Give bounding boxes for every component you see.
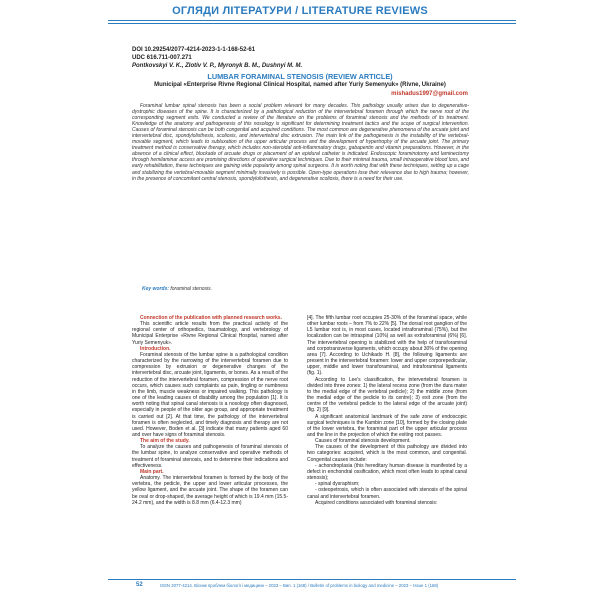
keywords-text: foraminal stenosis.	[170, 286, 213, 292]
authors: Pontkovskyi V. K., Zlotiv V. P., Myronyk B. M., Dushnyi M. M.	[132, 63, 303, 69]
subheading-causes: Causes of foraminal stenosis development.	[315, 438, 411, 445]
section-header-title: ОГЛЯДИ ЛІТЕРАТУРИ / LITERATURE REVIEWS	[172, 5, 428, 17]
affiliation: Municipal «Enterprise Rivne Regional Clinical Hospital, named after Yuriy Semenyuk» (Rivne, Ukraine)	[154, 82, 446, 88]
section-heading-connection: Connection of the publication with planned research works.	[140, 315, 282, 321]
header-rule-top	[108, 20, 516, 21]
udc: UDC 616.711-007.271	[132, 55, 192, 61]
section-heading-aim: The aim of the study.	[140, 438, 190, 445]
list-item-dysraphism: - spinal dysraphism;	[315, 481, 360, 488]
footer-citation: ISSN 2077-4214. Вісник проблем біології і медицини – 2023 – Вип. 1 (168) / Bulletin of problems in biology and medicine – 2023 – Issue 1 (168)	[160, 583, 439, 588]
paragraph-kambin-zone: A significant anatomical landmark of the safe zone of endoscopic surgical techniques is the Kambin zone [10], formed by the closing plate of the lower vertebra, the foraminal part of the upper articular process and the line in the projection of which the exiting root passes.	[307, 413, 467, 438]
list-item-achondroplasia: - achondroplasia (this hereditary human disease is manifested by a defect in enchondral ossification, which most often leads to spinal canal stenosis);	[307, 462, 467, 482]
paragraph-acquired: Acquired conditions associated with foraminal stenosis:	[315, 499, 438, 506]
header-rule-bottom	[108, 23, 516, 24]
paragraph-aim: To analyze the causes and pathogenesis of foraminal stenosis of the lumbar spine, to analyze conservative and operative methods of treatment of foraminal stenosis, and to determine their indications and effectiveness.	[132, 444, 288, 469]
paragraph-lee-classification: According to Lee's classification, the intervertebral foramen is divided into three zones: 1) the lateral recess zone (from the dura mater to the medial edge of the vertebral pedicle); 2) the middle zone (from the medial edge of the pedicle to its centre); 3) exit zone (from the centre of the vertebral pedicle to the lateral edge of the arcuate joint) (fig. 2) [9].	[307, 376, 467, 414]
footer-rule	[108, 579, 516, 580]
paragraph-causes: The causes of the development of this pathology are divided into two categories: acquired, which is the most common, and congenital. Congenital causes include:	[307, 444, 467, 463]
paragraph-foraminal-space: [4]. The fifth lumbar root occupies 25-30% of the foraminal space, while other lumbar roots – from 7% to 22% [5]. The dorsal root ganglion of the L5 lumbar root is, in most cases, located intraforaminal (75%), but the localization can be intraspinal (10%) as well as extraforaminal (6%) [6]. The intervertebral opening is stabilized with the help of transforaminal and corpotransverse ligaments, which occupy about 30% of the opening area [7]. According to Uchikado H. [8], the following ligaments are present in the intervertebral foramen: lower and upper corporepedicular, upper, middle and lower transforaminal, and intraforaminal ligaments (fig. 1).	[307, 315, 467, 377]
section-heading-introduction: Introduction.	[140, 345, 171, 352]
doi: DOI 10.29254/2077-4214-2023-1-1-168-52-61	[132, 47, 256, 53]
author-email[interactable]: mishadus1997@gmail.com	[391, 91, 468, 97]
paragraph-introduction: Foraminal stenosis of the lumbar spine is a pathological condition characterized by the narrowing of the intervertebral foramen due to compression by extrusion or degenerative changes of the intervertebral disc, arcuate joint, ligaments, or bones. As a result of the reduction of the intervertebral foramen, compression of the nerve root occurs, which causes such complaints as pain, tingling or numbness in the limb, muscle weakness or impaired walking. This pathology is one of the leading causes of disability among the population [1]. It is worth noting that spinal canal stenosis is a nosology often diagnosed, especially in people of the older age group, and appropriate treatment is carried out [2]. At that time, the pathology of the intervertebral foramen is often neglected, and timely diagnosis and therapy are not used. However, Boden et al. [3] indicate that many patients aged 60 and over have signs of foraminal stenosis.	[132, 351, 288, 438]
paragraph-anatomy: Anatomy. The intervertebral foramen is formed by the body of the vertebra, the pedicle, the upper and lower articular processes, the yellow ligament, and the arcuate joint. The shape of the foramen can be oval or drop-shaped, the average height of which is 19.4 mm (15.5-24.2 mm), and the width is 8.8 mm (6.4-12.3 mm)	[132, 475, 288, 506]
body-column-left	[132, 315, 288, 506]
page-number: 52	[136, 582, 143, 588]
list-item-osteopetrosis: - osteopetrosis, which is often associated with stenosis of the spinal canal and intervertebral foramen.	[307, 487, 467, 500]
article-title: LUMBAR FORAMINAL STENOSIS (REVIEW ARTICLE)	[207, 72, 393, 81]
keywords	[142, 286, 212, 292]
abstract	[132, 103, 469, 182]
section-heading-main: Main part.	[140, 468, 164, 475]
paragraph-connection: This scientific article results from the practical activity of the regional center of orthopedics, traumatology, and vertebrology of Municipal Enterprise «Rivne Regional Clinical Hospital, named after Yuriy Semenyuk».	[132, 321, 288, 346]
abstract-text: Foraminal lumbar spinal stenosis has been a social problem relevant for many decades. This pathology usually arises due to degenerative-dystrophic diseases of the spine. It is characterized by a pathological reduction of the intervertebral foramen through which the nerve root of the corresponding segment exits. We conducted a review of the literature on the problems of foraminal stenosis and the methods of its treatment. Knowledge of the anatomy and pathogenesis of this nosology is significant for determining treatment tactics and the scope of surgical intervention. Causes of foraminal stenosis can be both congenital and acquired conditions. The most common are degenerative phenomena of the arcuate joint and intervertebral disc, spondylolisthesis, scoliosis, and intervertebral disc extrusion. The main link of the pathogenesis is the instability of the vertebral-movable segment, which leads to subluxation of the upper articular process and the development of hypertrophy of the arcuate joint. The primary treatment method is conservative therapy, which includes non-steroidal anti-inflammatory drugs, gabapentin and vitamin preparations. However, in the absence of a clinical effect, blockade of arcuate drugs or placement of an epidural catheter is indicated. Endoscopic foraminotomy and laminectomy through hemilaminar access are promising directions of operative surgical techniques. Due to their minimal trauma, small intraoperative blood loss, and early rehabilitation, these techniques are gaining wide popularity among spinal surgeons. It is worth noting that with these techniques, setting up a cage and stabilizing the vertebral-movable segment minimally invasively is possible. Open-type operations lose their relevance due to high trauma; however, in the presence of concomitant central stenosis, spondylolisthesis, and degenerative scoliosis, there is a need for their use.	[132, 103, 469, 182]
body-column-right	[307, 315, 467, 506]
keywords-label: Key words:	[142, 286, 169, 292]
